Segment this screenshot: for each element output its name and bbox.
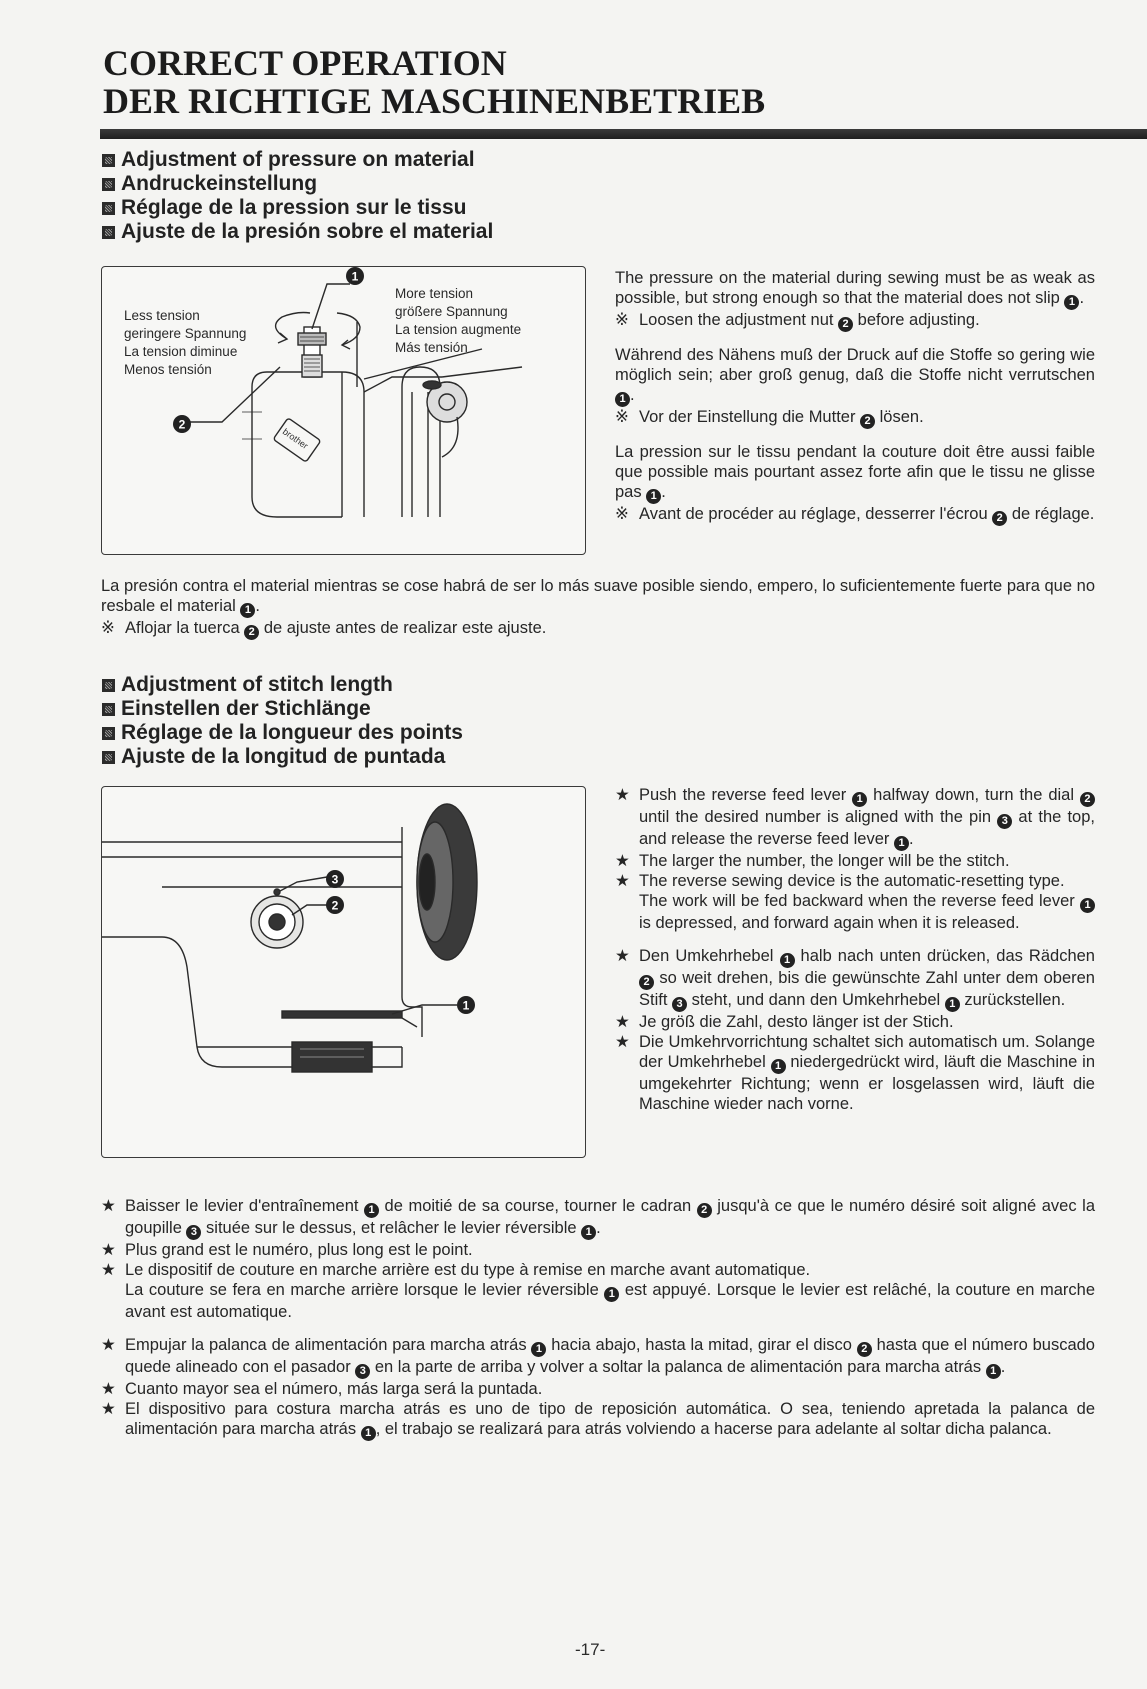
square-bullet-icon xyxy=(102,751,115,764)
callout-1-icon: 1 xyxy=(361,1426,376,1441)
star-icon: ★ xyxy=(101,1336,116,1354)
instruction-item: ★ The reverse sewing device is the automatic-resetting type. The work will be fed backward when the reverse feed lever 1 is depressed, and forward again when it is released. xyxy=(615,871,1095,933)
heading-line: Adjustment of stitch length xyxy=(102,673,463,697)
brand-label: brother xyxy=(280,426,310,452)
svg-text:2: 2 xyxy=(331,898,339,913)
callout-1-icon: 1 xyxy=(615,392,630,407)
callout-3-icon: 3 xyxy=(355,1364,370,1379)
paragraph-english: The pressure on the material during sewing must be as weak as possible, but strong enough so that the material does not slip 1 . xyxy=(615,269,1095,308)
star-icon: ★ xyxy=(101,1400,116,1418)
callout-1-icon: 1 xyxy=(771,1059,786,1074)
instruction-item: ★ Plus grand est le numéro, plus long est le point. xyxy=(101,1241,473,1259)
callout-2-icon: 2 xyxy=(1080,792,1095,807)
instruction-item: ★ Baisser le levier d'entraînement 1 de moitié de sa course, tourner le cadran 2 jusqu'à ce que le numéro désiré soit aligné avec la goupille 3 située sur le dessus, et relâcher le levier réversible 1 . xyxy=(101,1197,1095,1238)
instruction-item: ★ The larger the number, the longer will be the stitch. xyxy=(615,852,1010,870)
star-icon: ★ xyxy=(615,947,630,965)
callout-2-icon: 2 xyxy=(838,317,853,332)
paragraph-spanish: La presión contra el material mientras se cose habrá de ser lo más suave posible siendo, empero, lo suficientemente fuerte para que no resbale el material 1 . xyxy=(101,577,1095,616)
square-bullet-icon xyxy=(102,226,115,239)
svg-text:2: 2 xyxy=(178,417,186,432)
title-line-german: DER RICHTIGE MASCHINENBETRIEB xyxy=(103,81,766,121)
svg-text:3: 3 xyxy=(331,872,339,887)
callout-2-icon: 2 xyxy=(857,1342,872,1357)
heading-line: Einstellen der Stichlänge xyxy=(102,697,463,721)
title-line-english: CORRECT OPERATION xyxy=(103,43,507,83)
callout-1-icon: 1 xyxy=(646,489,661,504)
star-icon: ★ xyxy=(101,1261,116,1279)
stitch-length-figure xyxy=(101,786,586,1158)
callout-marker xyxy=(457,996,475,1014)
callout-marker xyxy=(346,267,364,285)
callout-marker xyxy=(326,896,344,914)
callout-3-icon: 3 xyxy=(672,997,687,1012)
star-icon: ★ xyxy=(101,1197,116,1215)
stitch-text-full xyxy=(101,1196,1095,1441)
callout-marker xyxy=(173,415,191,433)
square-bullet-icon xyxy=(102,703,115,716)
section2-headings xyxy=(102,673,463,769)
paragraph-french: La pression sur le tissu pendant la couture doit être aussi faible que possible mais pourtant assez forte afin que le tissu ne glisse pas 1 . xyxy=(615,443,1095,502)
callout-2-icon: 2 xyxy=(639,975,654,990)
note-french: ※ Avant de procéder au réglage, desserrer l'écrou 2 de réglage. xyxy=(615,505,1095,524)
callout-2-icon: 2 xyxy=(860,414,875,429)
callout-1-icon: 1 xyxy=(531,1342,546,1357)
star-icon: ★ xyxy=(101,1241,116,1259)
note-german: ※ Vor der Einstellung die Mutter 2 lösen. xyxy=(615,408,924,427)
instruction-item: ★ Push the reverse feed lever 1 halfway down, turn the dial 2 until the desired number is aligned with the pin 3 at the top, and release the reverse feed lever 1 . xyxy=(615,786,1095,849)
heading-line: Ajuste de la presión sobre el material xyxy=(102,220,493,244)
callout-1-icon: 1 xyxy=(852,792,867,807)
less-tension-labels: Less tension geringere Spannung La tension diminue Menos tensión xyxy=(124,308,247,377)
pressure-text-column xyxy=(615,268,1095,526)
instruction-item: ★ Le dispositif de couture en marche arrière est du type à remise en marche avant automatique. La couture se fera en marche arrière lorsque le levier réversible 1 est appuyé. Lorsque le levier est relâché, la couture en marche avant est automatique. xyxy=(101,1261,1095,1321)
callout-3-icon: 3 xyxy=(186,1225,201,1240)
stitch-text-column xyxy=(615,785,1095,1114)
callout-1-icon: 1 xyxy=(364,1203,379,1218)
square-bullet-icon xyxy=(102,202,115,215)
callout-1-icon: 1 xyxy=(581,1225,596,1240)
svg-text:1: 1 xyxy=(351,269,359,284)
instruction-item: ★ Empujar la palanca de alimentación para marcha atrás 1 hacia abajo, hasta la mitad, girar el disco 2 hasta que el número buscado quede alineado con el pasador 3 en la parte de arriba y volver a soltar la palanca de alimentación para marcha atrás 1 . xyxy=(101,1336,1095,1377)
square-bullet-icon xyxy=(102,679,115,692)
square-bullet-icon xyxy=(102,178,115,191)
stitch-dial-illustration xyxy=(102,787,585,1157)
note-english: ※ Loosen the adjustment nut 2 before adjusting. xyxy=(615,311,980,330)
title-rule xyxy=(100,129,1147,139)
instruction-item: ★ Die Umkehrvorrichtung schaltet sich automatisch um. Solange der Umkehrhebel 1 niedergedrückt wird, läuft die Maschine in umgekehrter Richtung; wenn er losgelassen wird, läuft die Maschine wieder nach vorne. xyxy=(615,1033,1095,1113)
callout-1-icon: 1 xyxy=(894,836,909,851)
heading-line: Andruckeinstellung xyxy=(102,172,493,196)
square-bullet-icon xyxy=(102,727,115,740)
heading-line: Réglage de la pression sur le tissu xyxy=(102,196,493,220)
callout-2-icon: 2 xyxy=(244,625,259,640)
instruction-item: ★ Den Umkehrhebel 1 halb nach unten drücken, das Rädchen 2 so weit drehen, bis die gewünschte Zahl unter dem oberen Stift 3 steht, und dann den Umkehrhebel 1 zurückstellen. xyxy=(615,947,1095,1010)
instruction-item: ★ Je größ die Zahl, desto länger ist der Stich. xyxy=(615,1013,954,1031)
callout-1-icon: 1 xyxy=(240,603,255,618)
svg-text:1: 1 xyxy=(462,998,470,1013)
star-icon: ★ xyxy=(615,872,630,890)
section1-headings xyxy=(102,148,493,244)
callout-2-icon: 2 xyxy=(992,511,1007,526)
paragraph-german: Während des Nähens muß der Druck auf die Stoffe so gering wie möglich sein; aber groß genug, daß die Stoffe nicht verrutschen 1 . xyxy=(615,346,1095,405)
instruction-item: ★ El dispositivo para costura marcha atrás es uno de tipo de reposición automática. O sea, teniendo apretada la palanca de alimentación para marcha atrás 1 , el trabajo se realizará para atrás volviendo a hacerse para adelante al soltar dicha palanca. xyxy=(101,1400,1095,1439)
callout-2-icon: 2 xyxy=(697,1203,712,1218)
callout-1-icon: 1 xyxy=(780,953,795,968)
star-icon: ★ xyxy=(615,852,630,870)
callout-1-icon: 1 xyxy=(1064,295,1079,310)
star-icon: ★ xyxy=(615,786,630,804)
instruction-item: ★ Cuanto mayor sea el número, más larga será la puntada. xyxy=(101,1380,543,1398)
pressure-figure xyxy=(101,266,586,555)
heading-line: Ajuste de la longitud de puntada xyxy=(102,745,463,769)
star-icon: ★ xyxy=(615,1013,630,1031)
heading-line: Réglage de la longueur des points xyxy=(102,721,463,745)
more-tension-labels: More tension größere Spannung La tension augmente Más tensión xyxy=(395,286,522,355)
star-icon: ★ xyxy=(615,1033,630,1051)
pressure-text-spanish xyxy=(101,576,1095,640)
page-title xyxy=(103,44,765,120)
square-bullet-icon xyxy=(102,154,115,167)
callout-1-icon: 1 xyxy=(986,1364,1001,1379)
star-icon: ★ xyxy=(101,1380,116,1398)
page-number: -17- xyxy=(575,1640,606,1659)
callout-1-icon: 1 xyxy=(604,1287,619,1302)
callout-marker xyxy=(326,870,344,888)
callout-1-icon: 1 xyxy=(945,997,960,1012)
heading-line: Adjustment of pressure on material xyxy=(102,148,493,172)
callout-3-icon: 3 xyxy=(997,814,1012,829)
note-spanish: ※ Aflojar la tuerca 2 de ajuste antes de realizar este ajuste. xyxy=(101,619,547,638)
callout-1-icon: 1 xyxy=(1080,898,1095,913)
